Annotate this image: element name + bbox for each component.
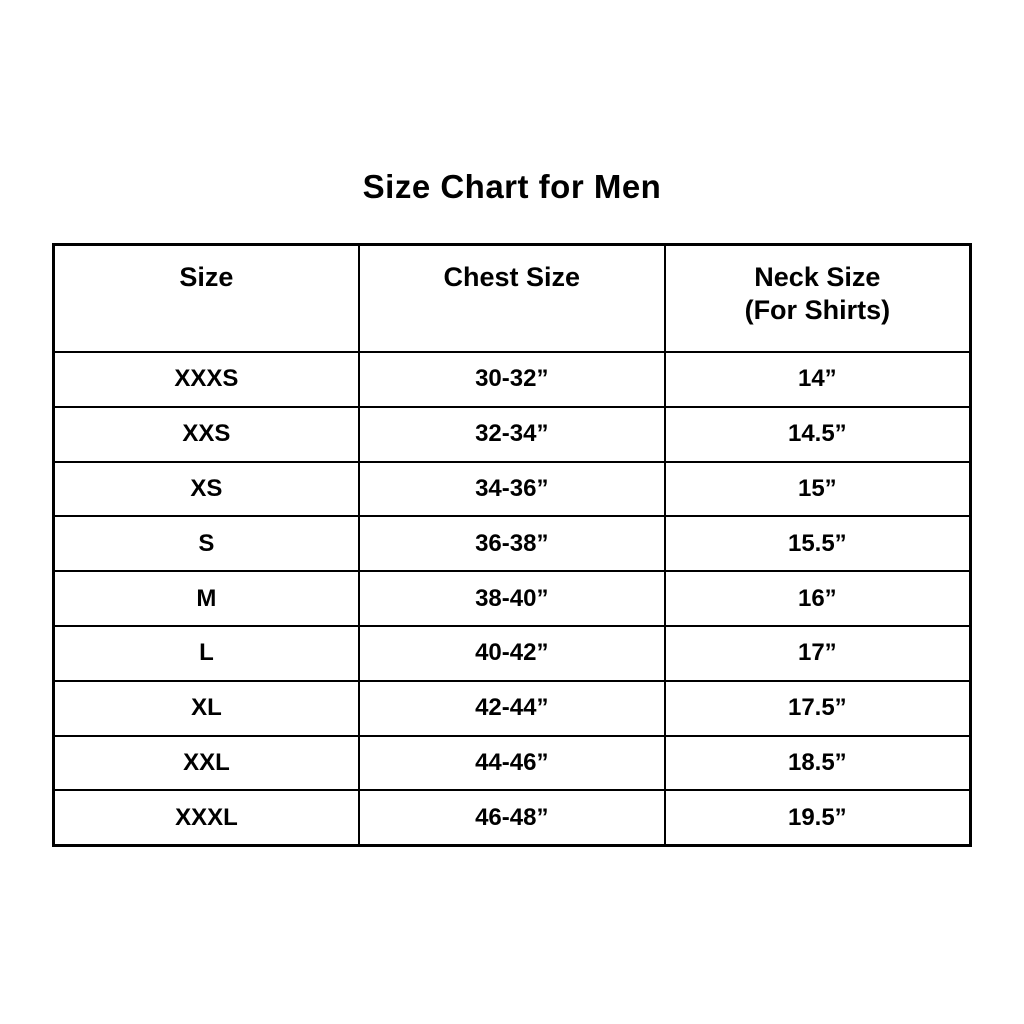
cell-chest: 46-48” <box>359 790 665 845</box>
table-row <box>54 462 971 517</box>
table-row <box>54 352 971 407</box>
cell-chest: 34-36” <box>359 462 665 517</box>
table-row <box>54 516 971 571</box>
cell-neck: 18.5” <box>665 736 971 791</box>
cell-chest: 38-40” <box>359 571 665 626</box>
table-header <box>54 245 971 353</box>
cell-neck: 19.5” <box>665 790 971 845</box>
cell-size: XXL <box>54 736 359 791</box>
table-row <box>54 790 971 845</box>
cell-neck: 14” <box>665 352 971 407</box>
cell-size: XXS <box>54 407 359 462</box>
table-body <box>54 352 971 846</box>
col-header-size-label: Size <box>179 262 234 292</box>
table-row <box>54 736 971 791</box>
cell-neck: 15” <box>665 462 971 517</box>
col-header-chest-size-label: Chest Size <box>443 262 581 292</box>
cell-size: XXXS <box>54 352 359 407</box>
cell-size: XS <box>54 462 359 517</box>
size-chart-table <box>52 243 972 847</box>
cell-chest: 30-32” <box>359 352 665 407</box>
cell-neck: 14.5” <box>665 407 971 462</box>
cell-size: S <box>54 516 359 571</box>
table-row <box>54 571 971 626</box>
cell-size: XL <box>54 681 359 736</box>
col-header-neck-size-sub: (For Shirts) <box>744 294 891 325</box>
table-row <box>54 407 971 462</box>
cell-chest: 44-46” <box>359 736 665 791</box>
cell-neck: 16” <box>665 571 971 626</box>
header-row <box>54 245 971 353</box>
col-header-neck-size-label: Neck Size <box>754 262 881 292</box>
cell-neck: 15.5” <box>665 516 971 571</box>
col-header-size <box>54 245 359 353</box>
cell-chest: 32-34” <box>359 407 665 462</box>
cell-size: L <box>54 626 359 681</box>
col-header-neck-size <box>665 245 971 353</box>
cell-size: XXXL <box>54 790 359 845</box>
page-title: Size Chart for Men <box>362 168 662 205</box>
table-row <box>54 681 971 736</box>
cell-chest: 40-42” <box>359 626 665 681</box>
cell-neck: 17.5” <box>665 681 971 736</box>
cell-neck: 17” <box>665 626 971 681</box>
col-header-chest-size <box>359 245 665 353</box>
cell-size: M <box>54 571 359 626</box>
cell-chest: 42-44” <box>359 681 665 736</box>
table-row <box>54 626 971 681</box>
cell-chest: 36-38” <box>359 516 665 571</box>
